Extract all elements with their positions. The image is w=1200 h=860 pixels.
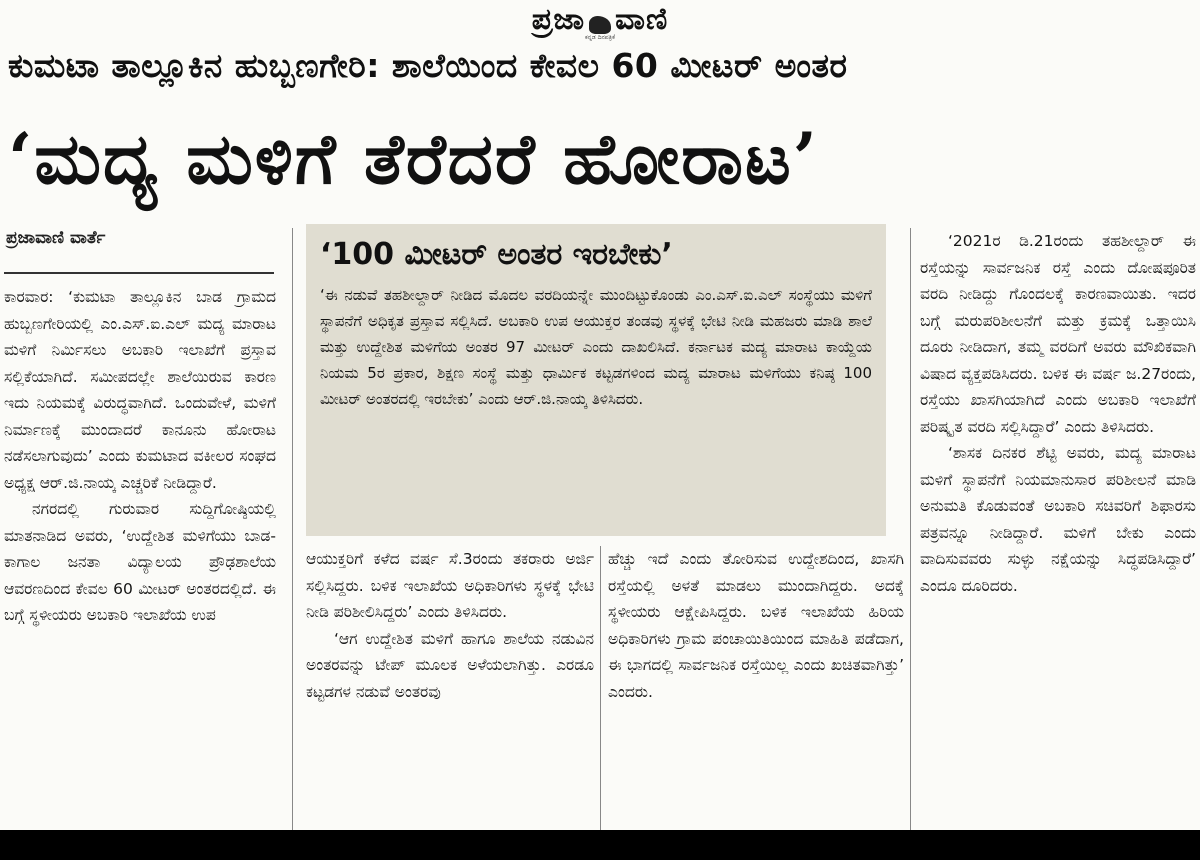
paragraph: ‘ಶಾಸಕ ದಿನಕರ ಶೆಟ್ಟಿ ಅವರು, ಮದ್ಯ ಮಾರಾಟ ಮಳಿಗೆ ಸ್ಥಾಪನೆಗೆ ನಿಯಮಾನುಸಾರ ಪರಿಶೀಲನೆ ಮಾಡಿ ಅನುಮತಿ ಕೊಡುವಂತೆ ಅಬಕಾರಿ ಸಚಿವರಿಗೆ ಶಿಫಾರಸು ಪತ್ರವನ್ನೂ ನೀಡಿದ್ದಾರೆ. ಮಳಿಗೆ ಬೇಕು ಎಂದು ವಾದಿಸುವವರು ಸುಳ್ಳು ನಕ್ಷೆಯನ್ನು ಸಿದ್ಧಪಡಿಸಿದ್ದಾರೆ’ ಎಂದೂ ದೂರಿದರು. — [920, 444, 1196, 595]
paragraph: ಕಾರವಾರ: ‘ಕುಮಟಾ ತಾಲ್ಲೂಕಿನ ಬಾಡ ಗ್ರಾಮದ ಹುಬ್ಬಣಗೇರಿಯಲ್ಲಿ ಎಂ.ಎಸ್.ಐ.ಎಲ್ ಮದ್ಯ ಮಾರಾಟ ಮಳಿಗೆ ನಿರ್ಮಿಸಲು ಅಬಕಾರಿ ಇಲಾಖೆಗೆ ಪ್ರಸ್ತಾವ ಸಲ್ಲಿಕೆಯಾಗಿದೆ. ಸಮೀಪದಲ್ಲೇ ಶಾಲೆಯಿರುವ ಕಾರಣ ಇದು ನಿಯಮಕ್ಕೆ ವಿರುದ್ಧವಾಗಿದೆ. ಒಂದುವೇಳೆ, ಮಳಿಗೆ ನಿರ್ಮಾಣಕ್ಕೆ ಮುಂದಾದರೆ ಕಾನೂನು ಹೋರಾಟ ನಡೆಸಲಾಗುವುದು’ ಎಂದು ಕುಮಟಾದ ವಕೀಲರ ಸಂಘದ ಅಧ್ಯಕ್ಷ ಆರ್.ಜಿ.ನಾಯ್ಕ ಎಚ್ಚರಿಕೆ ನೀಡಿದ್ದಾರೆ. — [4, 288, 276, 492]
byline: ಪ್ರಜಾವಾಣಿ ವಾರ್ತೆ — [6, 228, 106, 248]
column-2 — [306, 546, 594, 830]
kicker-headline: ಕುಮಟಾ ತಾಲ್ಲೂಕಿನ ಹುಬ್ಬಣಗೇರಿ: ಶಾಲೆಯಿಂದ ಕೇವಲ 60 ಮೀಟರ್ ಅಂತರ — [8, 46, 848, 85]
byline-rule — [4, 272, 274, 274]
paragraph: ನಗರದಲ್ಲಿ ಗುರುವಾರ ಸುದ್ದಿಗೋಷ್ಠಿಯಲ್ಲಿ ಮಾತನಾಡಿದ ಅವರು, ‘ಉದ್ದೇಶಿತ ಮಳಿಗೆಯು ಬಾಡ- ಕಾಗಾಲ ಜನತಾ ವಿದ್ಯಾಲಯ ಪ್ರೌಢಶಾಲೆಯ ಆವರಣದಿಂದ ಕೇವಲ 60 ಮೀಟರ್ ಅಂತರದಲ್ಲಿದೆ. ಈ ಬಗ್ಗೆ ಸ್ಥಳೀಯರು ಅಬಕಾರಿ ಇಲಾಖೆಯ ಉಪ — [4, 500, 276, 624]
masthead-name-left: ಪ್ರಜಾ — [531, 2, 586, 37]
masthead-tagline: ಕನ್ನಡ ದಿನಪತ್ರಿಕೆ — [585, 34, 616, 41]
column-3 — [608, 546, 904, 830]
column-divider — [600, 546, 601, 830]
paragraph: ‘2021ರ ಡಿ.21ರಂದು ತಹಶೀಲ್ದಾರ್ ಈ ರಸ್ತೆಯನ್ನು ಸಾರ್ವಜನಿಕ ರಸ್ತೆ ಎಂದು ದೋಷಪೂರಿತ ವರದಿ ನೀಡಿದ್ದು ಗೊಂದಲಕ್ಕೆ ಕಾರಣವಾಯಿತು. ಇದರ ಬಗ್ಗೆ ಮರುಪರಿಶೀಲನೆಗೆ ಮತ್ತು ಕ್ರಮಕ್ಕೆ ಒತ್ತಾಯಿಸಿ ದೂರು ನೀಡಿದಾಗ, ತಮ್ಮ ವರದಿಗೆ ಅವರು ಮೌಖಿಕವಾಗಿ ವಿಷಾದ ವ್ಯಕ್ತಪಡಿಸಿದರು. ಬಳಿಕ ಈ ವರ್ಷ ಜ.27ರಂದು, ರಸ್ತೆಯು ಖಾಸಗಿಯಾಗಿದೆ ಎಂದು ಅಬಕಾರಿ ಇಲಾಖೆಗೆ ಪರಿಷ್ಕೃತ ವರದಿ ಸಲ್ಲಿಸಿದ್ದಾರೆ’ ಎಂದು ತಿಳಿಸಿದರು. — [920, 232, 1196, 436]
masthead-emblem-icon — [589, 16, 611, 34]
main-headline: ‘ಮದ್ಯ ಮಳಿಗೆ ತೆರೆದರೆ ಹೋರಾಟ’ — [8, 117, 820, 200]
masthead-name-right: ವಾಣಿ — [615, 2, 669, 37]
column-4 — [920, 228, 1196, 830]
column-1 — [4, 284, 276, 830]
column-divider — [292, 228, 293, 830]
paragraph: ಆಯುಕ್ತರಿಗೆ ಕಳೆದ ವರ್ಷ ಸೆ.3ರಂದು ತಕರಾರು ಅರ್ಜಿ ಸಲ್ಲಿಸಿದ್ದರು. ಬಳಿಕ ಇಲಾಖೆಯ ಅಧಿಕಾರಿಗಳು ಸ್ಥಳಕ್ಕೆ ಭೇಟಿ ನೀಡಿ ಪರಿಶೀಲಿಸಿದ್ದರು’ ಎಂದು ತಿಳಿಸಿದರು. — [306, 550, 594, 621]
box-body: ‘ಈ ನಡುವೆ ತಹಶೀಲ್ದಾರ್ ನೀಡಿದ ಮೊದಲ ವರದಿಯನ್ನೇ ಮುಂದಿಟ್ಟುಕೊಂಡು ಎಂ.ಎಸ್.ಐ.ಎಲ್ ಸಂಸ್ಥೆಯು ಮಳಿಗೆ ಸ್ಥಾಪನೆಗೆ ಅಧಿಕೃತ ಪ್ರಸ್ತಾವ ಸಲ್ಲಿಸಿದೆ. ಅಬಕಾರಿ ಉಪ ಆಯುಕ್ತರ ತಂಡವು ಸ್ಥಳಕ್ಕೆ ಭೇಟಿ ನೀಡಿ ಮಹಜರು ಮಾಡಿ ಶಾಲೆ ಮತ್ತು ಉದ್ದೇಶಿತ ಮಳಿಗೆಯ ಅಂತರ 97 ಮೀಟರ್ ಎಂದು ದಾಖಲಿಸಿದೆ. ಕರ್ನಾಟಕ ಮದ್ಯ ಮಾರಾಟ ಕಾಯ್ದೆಯ ನಿಯಮ 5ರ ಪ್ರಕಾರ, ಶಿಕ್ಷಣ ಸಂಸ್ಥೆ ಮತ್ತು ಧಾರ್ಮಿಕ ಕಟ್ಟಡಗಳಿಂದ ಮದ್ಯ ಮಾರಾಟ ಮಳಿಗೆಯು ಕನಿಷ್ಠ 100 ಮೀಟರ್ ಅಂತರದಲ್ಲಿ ಇರಬೇಕು’ ಎಂದು ಆರ್.ಜಿ.ನಾಯ್ಕ ತಿಳಿಸಿದರು. — [320, 286, 872, 408]
paragraph: ‘ಆಗ ಉದ್ದೇಶಿತ ಮಳಿಗೆ ಹಾಗೂ ಶಾಲೆಯ ನಡುವಿನ ಅಂತರವನ್ನು ಟೇಪ್ ಮೂಲಕ ಅಳೆಯಲಾಗಿತ್ತು. ಎರಡೂ ಕಟ್ಟಡಗಳ ನಡುವೆ ಅಂತರವು — [306, 629, 594, 701]
column-divider — [910, 228, 911, 830]
paragraph: ಹೆಚ್ಚು ಇದೆ ಎಂದು ತೋರಿಸುವ ಉದ್ದೇಶದಿಂದ, ಖಾಸಗಿ ರಸ್ತೆಯಲ್ಲಿ ಅಳತೆ ಮಾಡಲು ಮುಂದಾಗಿದ್ದರು. ಅದಕ್ಕೆ ಸ್ಥಳೀಯರು ಆಕ್ಷೇಪಿಸಿದ್ದರು. ಬಳಿಕ ಇಲಾಖೆಯ ಹಿರಿಯ ಅಧಿಕಾರಿಗಳು ಗ್ರಾಮ ಪಂಚಾಯಿತಿಯಿಂದ ಮಾಹಿತಿ ಪಡೆದಾಗ, ಈ ಭಾಗದಲ್ಲಿ ಸಾರ್ವಜನಿಕ ರಸ್ತೆಯಿಲ್ಲ ಎಂದು ಖಚಿತವಾಗಿತ್ತು’ ಎಂದರು. — [608, 550, 904, 701]
masthead — [0, 0, 1200, 40]
box-title: ‘100 ಮೀಟರ್ ಅಂತರ ಇರಬೇಕು’ — [320, 237, 673, 272]
bottom-black-band — [0, 830, 1200, 860]
sidebar-box — [306, 224, 886, 536]
